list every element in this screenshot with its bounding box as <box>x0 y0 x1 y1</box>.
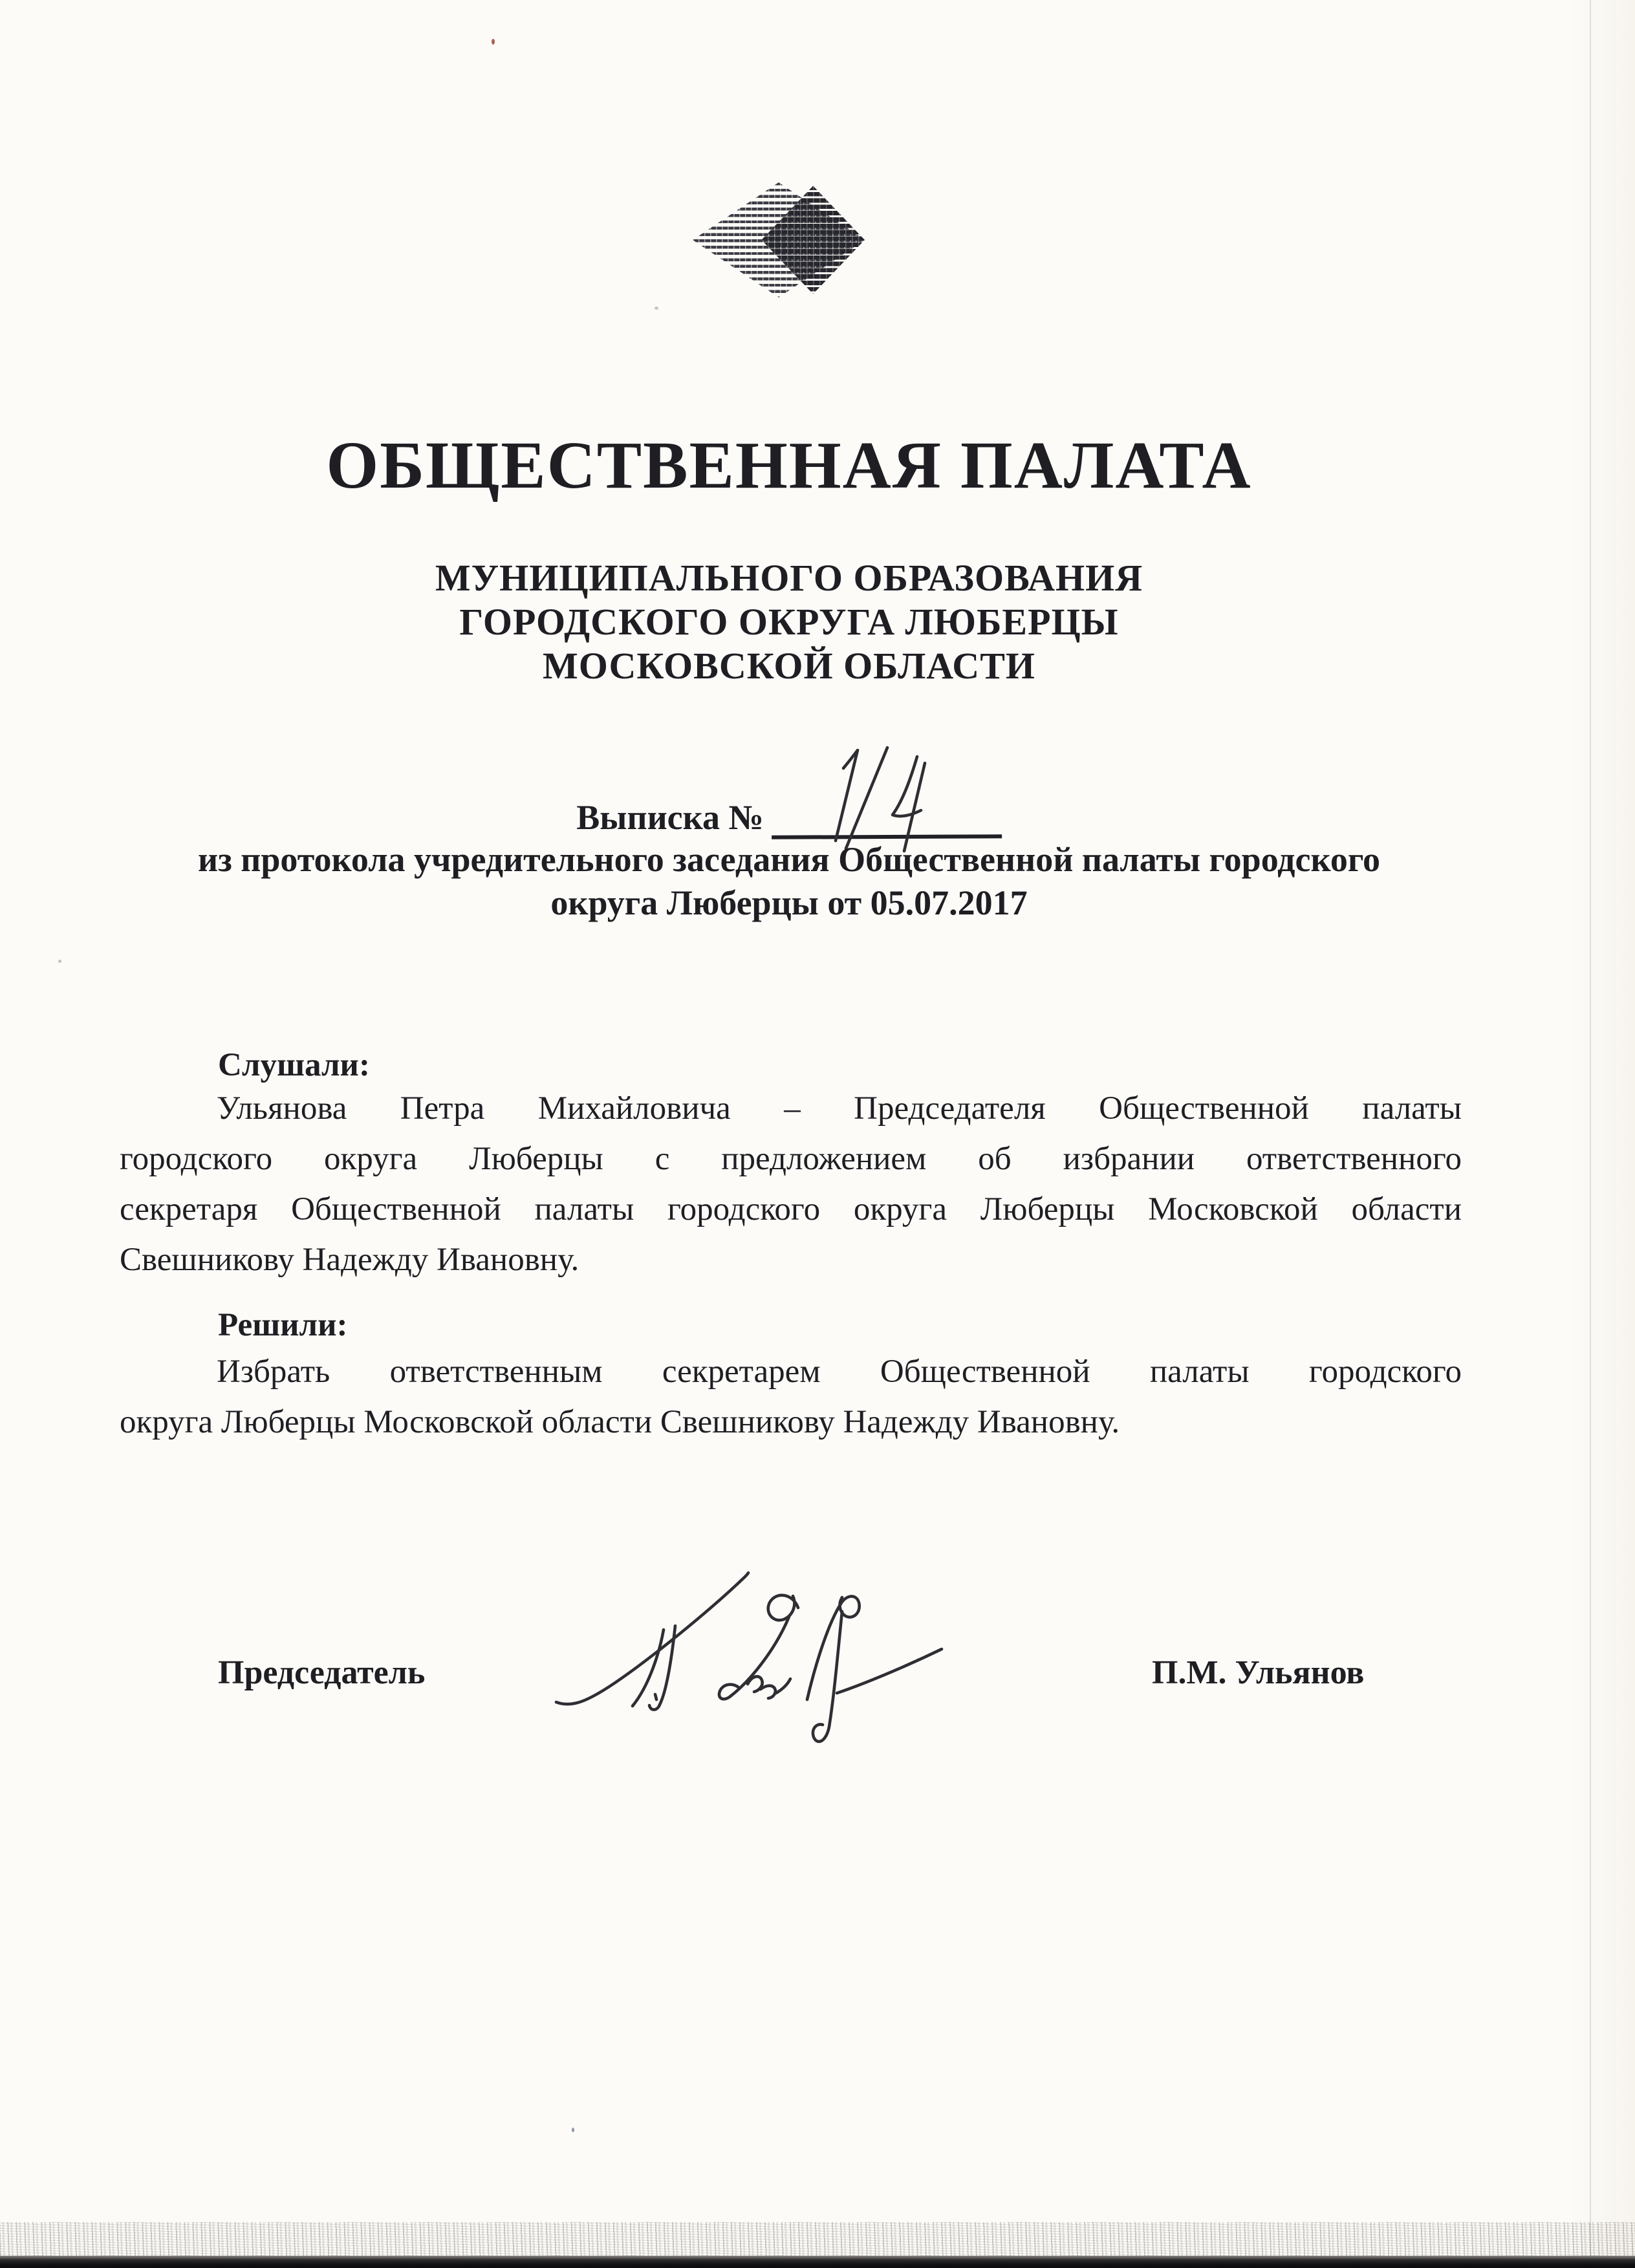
subject-line-1: из протокола учредительного заседания Общественной палаты городского <box>197 840 1381 879</box>
paragraph-line: Свешникову Надежду Ивановну. <box>120 1242 579 1278</box>
section-body-decided <box>120 1346 1462 1447</box>
org-line-3: МОСКОВСКОЙ ОБЛАСТИ <box>542 645 1035 687</box>
paragraph-line: Ульянова Петра Михайловича – Председателя Общественной палаты <box>217 1090 1462 1127</box>
section-heading-listened: Слушали: <box>218 1047 370 1083</box>
handwritten-extract-number <box>810 741 946 852</box>
paragraph-line: округа Люберцы Московской области Свешникову Надежду Ивановну. <box>120 1404 1120 1440</box>
extract-subject <box>65 838 1513 925</box>
section-heading-decided: Решили: <box>218 1307 348 1343</box>
scan-speck <box>572 2128 574 2132</box>
scan-speck <box>655 307 658 310</box>
organization-emblem <box>693 182 865 297</box>
extract-label: Выписка № <box>576 798 764 837</box>
scan-noise-band <box>0 2222 1635 2257</box>
scan-speck <box>58 960 61 963</box>
org-line-2: ГОРОДСКОГО ОКРУГА ЛЮБЕРЦЫ <box>459 601 1119 643</box>
section-body-listened <box>120 1083 1462 1285</box>
signer-role: Председатель <box>218 1654 426 1691</box>
scan-bottom-bar <box>0 2256 1635 2268</box>
organization-name <box>65 556 1513 688</box>
document-title: ОБЩЕСТВЕННАЯ ПАЛАТА <box>326 428 1252 502</box>
signer-name: П.М. Ульянов <box>1152 1654 1365 1691</box>
extract-number-row <box>65 797 1513 839</box>
scan-edge-line <box>1590 0 1591 2268</box>
paragraph-line: городского округа Люберцы с предложением об избрании ответственного <box>120 1141 1462 1177</box>
handwritten-signature <box>550 1565 957 1759</box>
org-line-1: МУНИЦИПАЛЬНОГО ОБРАЗОВАНИЯ <box>435 557 1143 599</box>
scan-speck <box>492 39 495 45</box>
paragraph-line: секретаря Общественной палаты городского округа Люберцы Московской области <box>120 1191 1462 1227</box>
paragraph-line: Избрать ответственным секретарем Общественной палаты городского <box>217 1354 1462 1390</box>
subject-line-2: округа Люберцы от 05.07.2017 <box>550 883 1028 922</box>
